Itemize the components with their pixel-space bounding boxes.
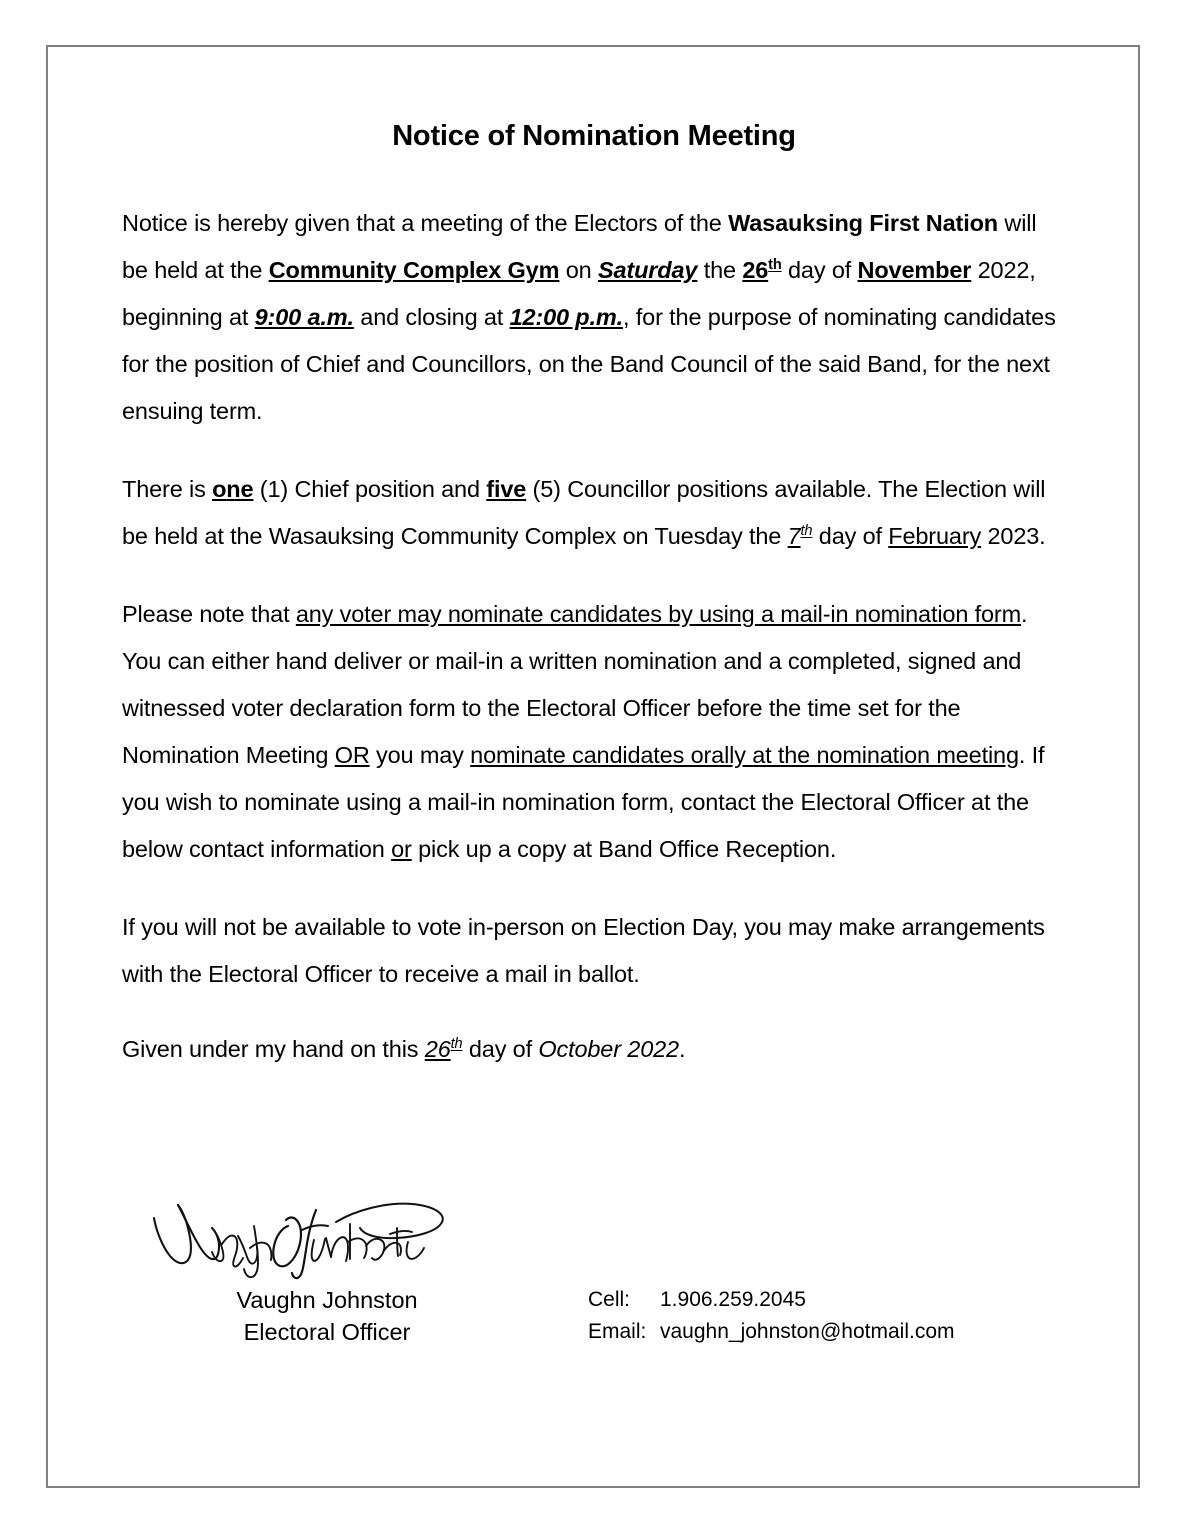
p2-election-day-number: 7 bbox=[787, 523, 801, 549]
paragraph-spacer-1 bbox=[122, 435, 1066, 466]
p3-seg3: . You can either hand deliver or mail-in a written nomination and a completed, signed and witnessed voter declaration form to the Electoral Officer before the time set for the Nomination Meeting bbox=[122, 601, 1028, 768]
p2-seg3: (1) Chief position and bbox=[253, 476, 487, 502]
p1-start-time: 9:00 a.m. bbox=[254, 304, 354, 330]
p1-seg15: , for the purpose of nominating candidates for the position of Chief and Councillors, on the Band Council of the said Band, for the next ensuing term. bbox=[122, 304, 1056, 424]
cell-value: 1.906.259.2045 bbox=[660, 1288, 806, 1311]
paragraph-positions-available bbox=[122, 466, 1066, 560]
paragraph-nomination-methods bbox=[122, 591, 1066, 873]
document-content bbox=[122, 116, 1066, 1073]
p2-chief-count: one bbox=[212, 476, 254, 502]
p2-election-month: February bbox=[888, 523, 982, 549]
p1-seg1: Notice is hereby given that a meeting of the Electors of the bbox=[122, 210, 729, 236]
cell-label: Cell: bbox=[588, 1288, 631, 1311]
signer-identity bbox=[122, 1284, 522, 1348]
p3-seg1: Please note that bbox=[122, 601, 296, 627]
p2-councillor-count: five bbox=[486, 476, 527, 502]
p2-seg9: 2023. bbox=[981, 523, 1046, 549]
paragraph-mail-in-ballot bbox=[122, 904, 1066, 998]
p1-wasauksing-first-nation: Wasauksing First Nation bbox=[728, 210, 998, 236]
p2-seg5: (5) Councillor positions available. The Election will be held at the Wasauksing Community Complex on Tuesday the bbox=[122, 476, 1046, 549]
email-label: Email: bbox=[588, 1320, 647, 1343]
p1-day-ordinal-suffix: th bbox=[768, 257, 782, 274]
signer-title: Electoral Officer bbox=[243, 1319, 411, 1345]
p3-or-emphasis: OR bbox=[334, 742, 370, 768]
p1-seg7: the bbox=[697, 257, 743, 283]
p1-end-time: 12:00 p.m. bbox=[509, 304, 624, 330]
paragraph-meeting-notice bbox=[122, 200, 1066, 435]
handwritten-signature-icon bbox=[150, 1196, 460, 1282]
paragraph-given-under-hand bbox=[122, 1026, 1066, 1073]
page-title: Notice of Nomination Meeting bbox=[392, 120, 796, 152]
p1-seg13: and closing at bbox=[353, 304, 510, 330]
p1-seg9: day of bbox=[781, 257, 858, 283]
paragraph-spacer-3 bbox=[122, 873, 1066, 904]
p5-seg5: . bbox=[678, 1036, 686, 1062]
p5-signing-month-year: October 2022 bbox=[538, 1036, 679, 1062]
p1-seg11: 2022, beginning at bbox=[122, 257, 1036, 330]
p4-seg1: If you will not be available to vote in-person on Election Day, you may make arrangements with the Electoral Officer to receive a mail in ballot. bbox=[122, 914, 1045, 987]
title-spacer bbox=[122, 156, 1066, 200]
paragraph-spacer-2 bbox=[122, 560, 1066, 591]
p3-seg9: pick up a copy at Band Office Reception. bbox=[411, 836, 837, 862]
p5-seg3: day of bbox=[462, 1036, 539, 1062]
email-value: vaughn_johnston@hotmail.com bbox=[660, 1320, 955, 1343]
p2-seg7: day of bbox=[812, 523, 889, 549]
p1-venue: Community Complex Gym bbox=[268, 257, 560, 283]
p2-seg1: There is bbox=[122, 476, 213, 502]
paragraph-spacer-4 bbox=[122, 998, 1066, 1026]
p3-or-secondary: or bbox=[391, 836, 412, 862]
p2-election-day-ordinal-suffix: th bbox=[800, 523, 813, 540]
p1-seg5: on bbox=[559, 257, 598, 283]
contact-row-cell bbox=[588, 1284, 955, 1316]
p3-seg7: . If you wish to nominate using a mail-in nomination form, contact the Electoral Officer at the below contact information bbox=[122, 742, 1045, 862]
p1-weekday: Saturday bbox=[597, 257, 698, 283]
p3-seg5: you may bbox=[369, 742, 471, 768]
p3-oral-nomination-clause: nominate candidates orally at the nomination meeting bbox=[470, 742, 1019, 768]
contact-row-email bbox=[588, 1316, 955, 1348]
p1-seg3: will be held at the bbox=[122, 210, 1037, 283]
signature-block bbox=[122, 1196, 1066, 1348]
signature-columns bbox=[122, 1284, 1066, 1348]
contact-information bbox=[588, 1284, 955, 1348]
p3-mail-in-clause: any voter may nominate candidates by using a mail-in nomination form bbox=[295, 601, 1022, 627]
p1-day-number: 26 bbox=[742, 257, 769, 283]
p5-seg1: Given under my hand on this bbox=[122, 1036, 425, 1062]
p5-signing-day-number: 26 bbox=[424, 1036, 451, 1062]
signer-name: Vaughn Johnston bbox=[236, 1287, 418, 1313]
p1-month: November bbox=[857, 257, 972, 283]
p5-signing-day-ordinal-suffix: th bbox=[450, 1036, 463, 1053]
